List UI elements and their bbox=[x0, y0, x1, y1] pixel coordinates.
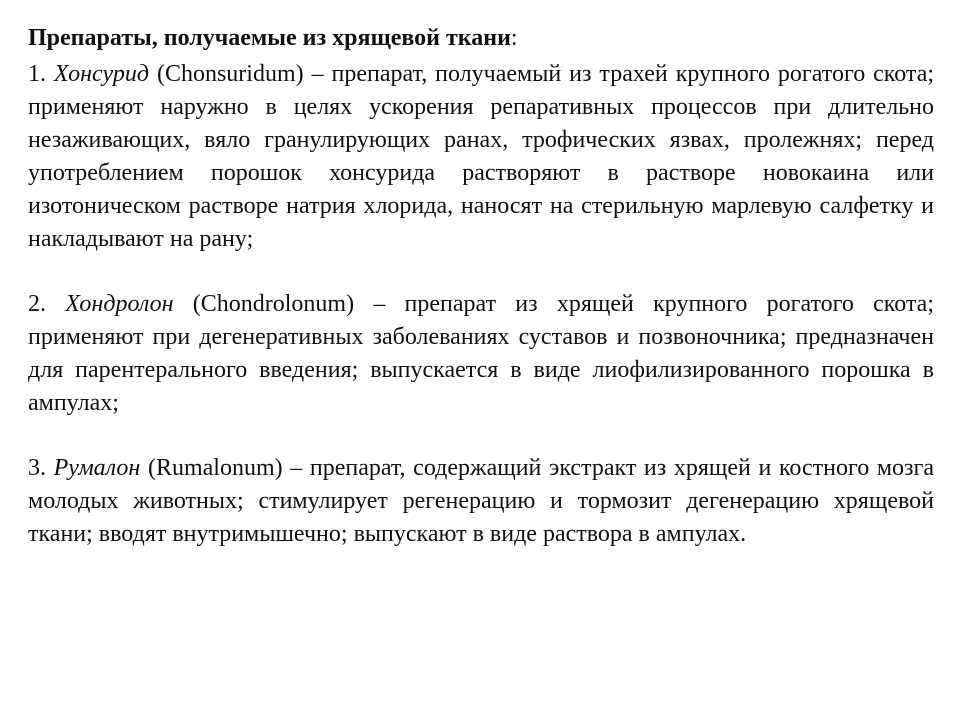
page-title-text: Препараты, получаемые из хрящевой ткани bbox=[28, 25, 511, 51]
drug-description: – препарат, получаемый из трахей крупного рогатого скота; применяют наружно в целях ускорения репаративных процессов при длительно незаживающих, вяло гранулирующих ранах, трофических язвах, пролежнях; перед употреблением порошок хонсурида растворяют в растворе новокаина или изотоническом растворе натрия хлорида, наносят на стерильную марлевую салфетку и накладывают на рану; bbox=[28, 61, 935, 252]
drug-latin-name: (Chonsuridum) bbox=[156, 61, 304, 87]
drug-name: Румалон bbox=[53, 455, 141, 481]
item-number: 3. bbox=[28, 455, 46, 481]
slide-content bbox=[28, 22, 934, 551]
item-number: 2. bbox=[28, 291, 46, 317]
drug-name: Хонсурид bbox=[53, 61, 150, 87]
list-item-chondrolonum bbox=[28, 288, 934, 420]
drug-description: – препарат, содержащий экстракт из хрящей и костного мозга молодых животных; стимулирует регенерацию и тормозит дегенерацию хрящевой ткани; вводят внутримышечно; выпускают в виде раствора в ампулах. bbox=[28, 455, 935, 547]
drug-description: – препарат из хрящей крупного рогатого скота; применяют при дегенеративных заболеваниях суставов и позвоночника; предназначен для парентерального введения; выпускается в виде лиофилизированного порошка в ампулах; bbox=[28, 291, 935, 416]
page-title-colon: : bbox=[510, 25, 518, 51]
drug-latin-name: (Chondrolonum) bbox=[192, 291, 355, 317]
list-item-chonsuridum bbox=[28, 58, 934, 256]
list-item-rumalonum bbox=[28, 452, 934, 551]
page-title bbox=[28, 22, 934, 55]
drug-latin-name: (Rumalonum) bbox=[147, 455, 283, 481]
item-number: 1. bbox=[28, 61, 46, 87]
drug-name: Хондролон bbox=[65, 291, 174, 317]
